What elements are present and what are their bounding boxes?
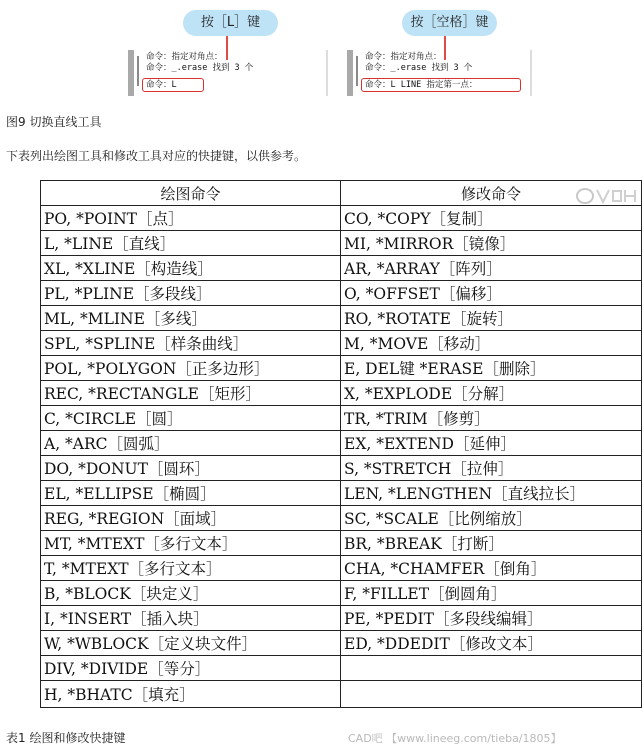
command-window [128, 50, 328, 96]
table-row [41, 581, 642, 606]
modify-command-cell: BR, *BREAK［打断］ [341, 531, 642, 556]
draw-command-cell: PL, *PLINE［多段线］ [41, 281, 341, 306]
command-input-highlight [361, 78, 521, 92]
table-row [41, 331, 642, 356]
table-row [41, 381, 642, 406]
modify-command-cell: X, *EXPLODE［分解］ [341, 381, 642, 406]
modify-command-cell: ED, *DDEDIT［修改文本］ [341, 631, 642, 656]
draw-command-cell: W, *WBLOCK［定义块文件］ [41, 631, 341, 656]
table-row [41, 206, 642, 231]
table-row [41, 256, 642, 281]
command-history-line: 命令：_.erase 找到 3 个 [146, 63, 254, 73]
draw-command-cell: ML, *MLINE［多线］ [41, 306, 341, 331]
site-logo-icon [575, 186, 639, 206]
modify-command-cell: F, *FILLET［倒圆角］ [341, 581, 642, 606]
draw-command-cell: REG, *REGION［面域］ [41, 506, 341, 531]
command-input-highlight [142, 78, 204, 92]
command-window [347, 50, 532, 96]
modify-command-cell: O, *OFFSET［偏移］ [341, 281, 642, 306]
command-history-line: 命令：指定对角点： [365, 52, 442, 62]
modify-command-cell: EX, *EXTEND［延伸］ [341, 431, 642, 456]
key-hint-bubble: 按［空格］键 [402, 10, 497, 36]
draw-command-cell: L, *LINE［直线］ [41, 231, 341, 256]
table-row [41, 231, 642, 256]
key-hint-bubble: 按［L］键 [183, 10, 278, 36]
draw-command-cell: I, *INSERT［插入块］ [41, 606, 341, 631]
modify-command-cell: LEN, *LENGTHEN［直线拉长］ [341, 481, 642, 506]
illustration-press-l [128, 10, 328, 96]
table-row [41, 281, 642, 306]
table-row [41, 406, 642, 431]
window-grip [356, 56, 358, 86]
table-row [41, 481, 642, 506]
table-row [41, 656, 642, 681]
draw-command-cell: XL, *XLINE［构造线］ [41, 256, 341, 281]
table-row [41, 681, 642, 708]
draw-command-cell: DO, *DONUT［圆环］ [41, 456, 341, 481]
table-row [41, 356, 642, 381]
watermark-text: CAD吧 【www.lineeg.com/tieba/1805】 [348, 732, 562, 745]
draw-command-cell: H, *BHATC［填充］ [41, 681, 341, 708]
draw-command-cell: C, *CIRCLE［圆］ [41, 406, 341, 431]
draw-command-cell: POL, *POLYGON［正多边形］ [41, 356, 341, 381]
illustration-press-space [347, 10, 532, 96]
modify-command-cell: MI, *MIRROR［镜像］ [341, 231, 642, 256]
modify-command-cell: AR, *ARRAY［阵列］ [341, 256, 642, 281]
table-row [41, 456, 642, 481]
modify-command-cell: SC, *SCALE［比例缩放］ [341, 506, 642, 531]
draw-command-cell: PO, *POINT［点］ [41, 206, 341, 231]
window-grip [137, 56, 139, 86]
modify-command-cell: M, *MOVE［移动］ [341, 331, 642, 356]
table-row [41, 506, 642, 531]
draw-command-cell: DIV, *DIVIDE［等分］ [41, 656, 341, 681]
intro-paragraph: 下表列出绘图工具和修改工具对应的快捷键，以供参考。 [6, 149, 307, 163]
modify-command-cell [341, 656, 642, 681]
figure-caption: 图9 切换直线工具 [6, 115, 102, 129]
modify-command-cell [341, 681, 642, 708]
modify-command-cell: RO, *ROTATE［旋转］ [341, 306, 642, 331]
draw-command-cell: MT, *MTEXT［多行文本］ [41, 531, 341, 556]
table-header-row [41, 181, 642, 206]
draw-command-cell: T, *MTEXT［多行文本］ [41, 556, 341, 581]
command-history-line: 命令：_.erase 找到 3 个 [365, 63, 473, 73]
draw-command-cell: A, *ARC［圆弧］ [41, 431, 341, 456]
modify-command-cell: PE, *PEDIT［多段线编辑］ [341, 606, 642, 631]
command-input-text: 命令：L [146, 80, 177, 90]
header-modify-commands: 修改命令 [341, 181, 642, 206]
modify-command-cell: CHA, *CHAMFER［倒角］ [341, 556, 642, 581]
modify-command-cell: TR, *TRIM［修剪］ [341, 406, 642, 431]
header-draw-commands: 绘图命令 [41, 181, 341, 206]
table-row [41, 606, 642, 631]
modify-command-cell: CO, *COPY［复制］ [341, 206, 642, 231]
shortcut-table [40, 180, 642, 708]
table-row [41, 556, 642, 581]
command-history-line: 命令：指定对角点： [146, 52, 223, 62]
modify-command-cell: E, DEL键 *ERASE［删除］ [341, 356, 642, 381]
table-row [41, 631, 642, 656]
table-row [41, 531, 642, 556]
draw-command-cell: EL, *ELLIPSE［椭圆］ [41, 481, 341, 506]
draw-command-cell: B, *BLOCK［块定义］ [41, 581, 341, 606]
draw-command-cell: REC, *RECTANGLE［矩形］ [41, 381, 341, 406]
table-row [41, 306, 642, 331]
table-caption: 表1 绘图和修改快捷键 [6, 731, 126, 745]
command-input-text: 命令：L LINE 指定第一点： [365, 80, 478, 90]
modify-command-cell: S, *STRETCH［拉伸］ [341, 456, 642, 481]
table-row [41, 431, 642, 456]
draw-command-cell: SPL, *SPLINE［样条曲线］ [41, 331, 341, 356]
